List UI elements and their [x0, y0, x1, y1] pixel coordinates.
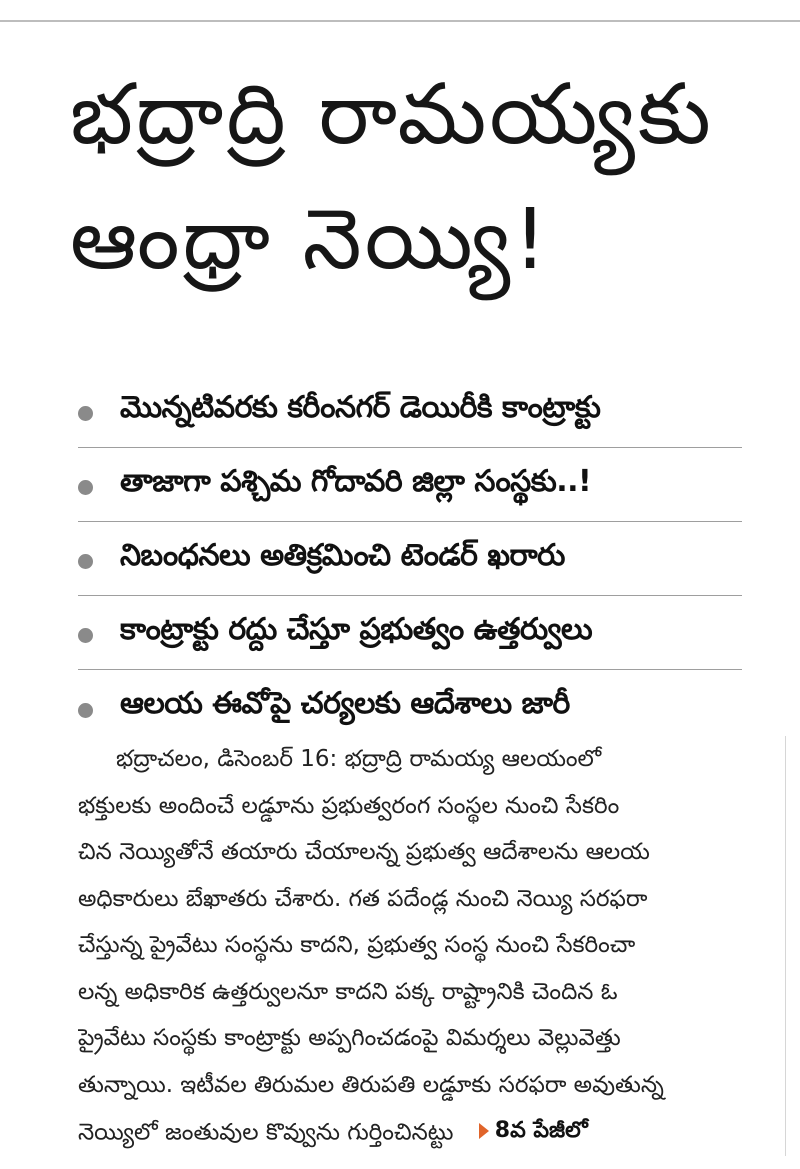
body-line: తున్నాయి. ఇటీవల తిరుమల తిరుపతి లడ్డూకు సరఫరా అవుతున్న	[78, 1071, 664, 1098]
highlight-text: నిబంధనలు అతిక్రమించి టెండర్ ఖరారు	[120, 537, 565, 573]
top-rule	[0, 20, 800, 22]
body-last-line	[78, 1108, 750, 1156]
body-line: భద్రాచలం, డిసెంబర్ 16: భద్రాద్రి రామయ్య ఆలయంలో	[116, 746, 602, 772]
highlight-item	[78, 670, 742, 744]
bullet-icon	[78, 628, 93, 643]
column-rule	[785, 736, 786, 1156]
headline-line-1: భద్రాద్రి రామయ్యకు	[70, 65, 714, 163]
highlight-item	[78, 374, 742, 448]
highlight-item	[78, 522, 742, 596]
headline	[70, 52, 770, 302]
bullet-icon	[78, 554, 93, 569]
highlight-item	[78, 448, 742, 522]
article-body	[78, 736, 750, 1156]
body-line: భక్తులకు అందించే లడ్డూను ప్రభుత్వరంగ సంస్థల నుంచి సేకరిం	[78, 792, 620, 819]
bullet-icon	[78, 480, 93, 495]
body-line: లన్న అధికారిక ఉత్తర్వులనూ కాదని పక్క రాష్ట్రానికి చెందిన ఓ	[78, 978, 618, 1005]
continued-on-page-link[interactable]	[479, 1108, 588, 1155]
bullet-icon	[78, 703, 93, 718]
arrow-right-icon	[479, 1123, 489, 1139]
body-line-text: నెయ్యిలో జంతువుల కొవ్వును గుర్తించినట్టు	[78, 1119, 454, 1146]
highlight-item	[78, 596, 742, 670]
highlight-text: ఆలయ ఈవోపై చర్యలకు ఆదేశాలు జారీ	[120, 686, 570, 721]
continued-label: 8వ పేజీలో	[494, 1118, 588, 1143]
body-line: అధికారులు బేఖాతరు చేశారు. గత పదేండ్ల నుంచి నెయ్యి సరఫరా	[78, 885, 648, 912]
body-line: ప్రైవేటు సంస్థకు కాంట్రాక్టు అప్పగించడంపై విమర్శలు వెల్లువెత్తు	[78, 1025, 621, 1051]
highlight-text: మొన్నటివరకు కరీంనగర్ డెయిరీకి కాంట్రాక్టు	[120, 389, 601, 425]
headline-line-2: ఆంధ్రా నెయ్యి!	[70, 190, 550, 288]
highlight-text: తాజాగా పశ్చిమ గోదావరి జిల్లా సంస్థకు..!	[120, 463, 592, 499]
body-line: చేస్తున్న ప్రైవేటు సంస్థను కాదని, ప్రభుత్వ సంస్థ నుంచి సేకరించా	[78, 932, 636, 958]
highlights-list	[78, 374, 742, 744]
highlight-text: కాంట్రాక్టు రద్దు చేస్తూ ప్రభుత్వం ఉత్తర్వులు	[120, 611, 593, 647]
bullet-icon	[78, 406, 93, 421]
body-line: చిన నెయ్యితోనే తయారు చేయాలన్న ప్రభుత్వ ఆదేశాలను ఆలయ	[78, 839, 650, 865]
